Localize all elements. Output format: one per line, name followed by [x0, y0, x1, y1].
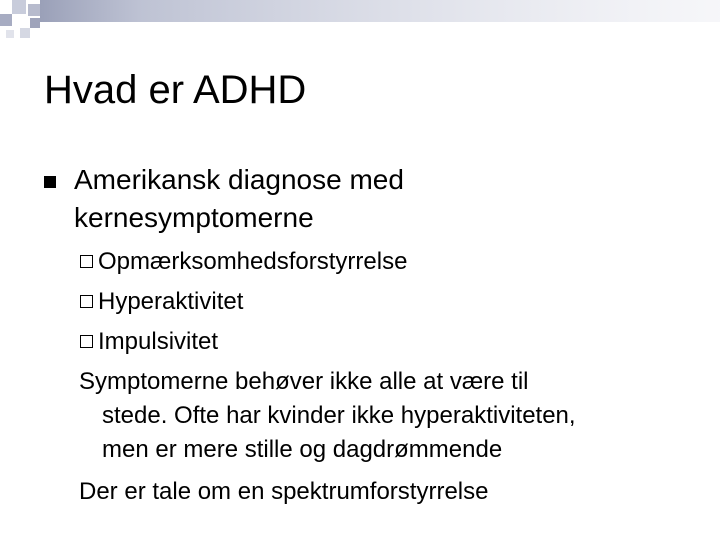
sub-bullet-label: Hyperaktivitet: [98, 288, 244, 315]
hollow-square-bullet-icon: [80, 335, 93, 348]
main-bullet-line-2: kernesymptomerne: [74, 202, 314, 233]
square-bullet-icon: [44, 176, 56, 188]
closing-note: Der er tale om en spektrumforstyrrelse: [79, 478, 489, 505]
main-bullet-line-1: Amerikansk diagnose med: [74, 164, 404, 195]
sub-bullet-item: [80, 247, 407, 277]
note-line-1: Symptomerne behøver ikke alle at være til: [79, 368, 529, 395]
hollow-square-bullet-icon: [80, 295, 93, 308]
sub-bullet-label: Impulsivitet: [98, 328, 219, 355]
slide-title: Hvad er ADHD: [44, 68, 307, 112]
sub-bullet-label: Opmærksomhedsforstyrrelse: [98, 248, 408, 275]
main-bullet-text: [74, 161, 534, 237]
sub-bullet-item: [80, 287, 243, 317]
decorative-header-pattern: [0, 0, 720, 40]
sub-bullet-item: [80, 327, 218, 357]
note-line-3: men er mere stille og dagdrømmende: [102, 436, 503, 463]
note-line-2: stede. Ofte har kvinder ikke hyperaktiviteten,: [102, 402, 576, 429]
hollow-square-bullet-icon: [80, 255, 93, 268]
